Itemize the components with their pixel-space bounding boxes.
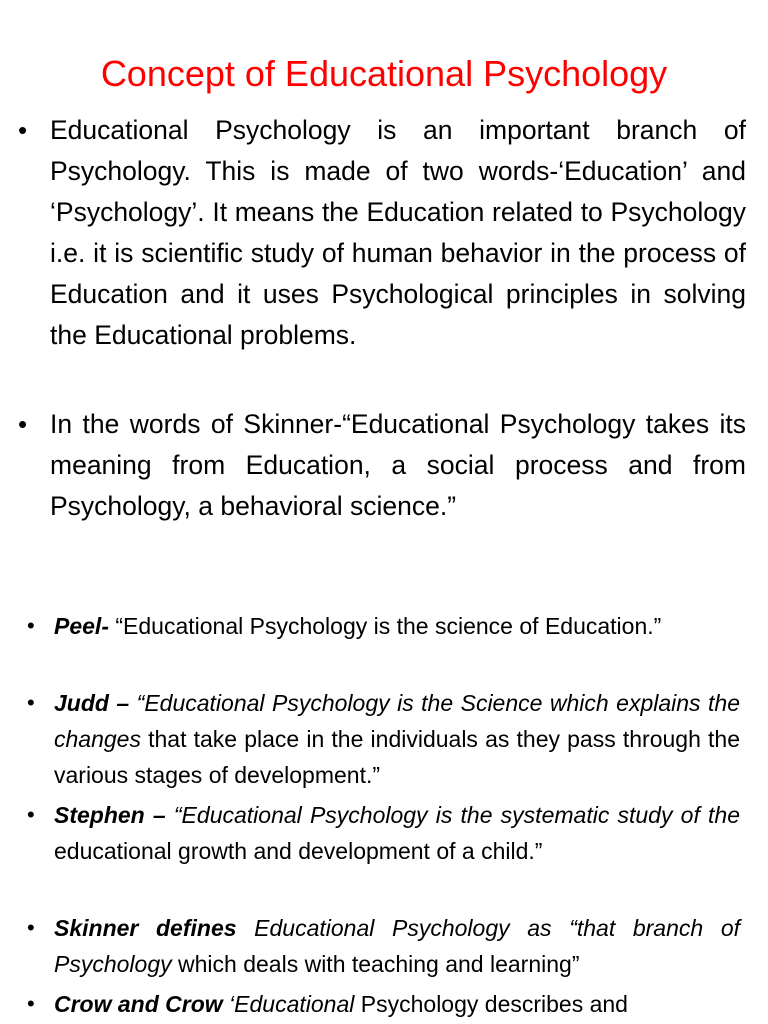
- definition-item-skinner: [27, 910, 740, 982]
- bullet-icon: •: [27, 915, 35, 940]
- bullet-icon: •: [18, 409, 28, 439]
- intro-bullet-text: Educational Psychology is an important branch of Psychology. This is made of two words-‘Education’ and ‘Psychology’. It means the Education related to Psychology i.e. it is scientific study of human behavior in the process of Education and it uses Psychological principles in solving the Educational problems.: [50, 115, 746, 350]
- slide-title: Concept of Educational Psychology: [100, 53, 668, 94]
- definition-quote-italic: ‘Educational: [222, 991, 355, 1017]
- definition-text: Psychology describes and: [354, 991, 628, 1017]
- definition-quote-italic: “Educational Psychology is the Science which explains the changes: [54, 690, 740, 752]
- definition-item-judd: [27, 685, 740, 793]
- definition-author: Judd –: [54, 690, 130, 716]
- bullet-icon: •: [27, 690, 35, 715]
- definition-text: educational growth and development of a child.”: [54, 838, 543, 864]
- definition-text: that take place in the individuals as they pass through the various stages of development.”: [54, 726, 740, 788]
- bullet-icon: •: [27, 613, 35, 638]
- definition-quote-italic: Educational Psychology as “that branch of Psychology: [54, 915, 740, 977]
- definition-quote-italic: “Educational Psychology is the systematic study of the: [165, 802, 740, 828]
- definition-author: Skinner defines: [54, 915, 237, 941]
- definition-author: Stephen –: [54, 802, 166, 828]
- bullet-icon: •: [27, 802, 35, 827]
- definition-text: which deals with teaching and learning”: [171, 951, 580, 977]
- definition-item-peel: [27, 608, 740, 644]
- bullet-icon: •: [27, 991, 35, 1016]
- definition-item-stephen: [27, 797, 740, 869]
- intro-bullet-item: [18, 404, 746, 527]
- definition-author: Peel-: [54, 613, 109, 639]
- intro-bullet-text: In the words of Skinner-“Educational Psychology takes its meaning from Education, a social process and from Psychology, a behavioral science.”: [50, 409, 746, 521]
- definition-author: Crow and Crow: [54, 991, 223, 1017]
- intro-bullet-item: [18, 110, 746, 356]
- bullet-icon: •: [18, 115, 28, 145]
- definition-text: “Educational Psychology is the science of Education.”: [108, 613, 662, 639]
- definition-item-crow: [27, 986, 740, 1022]
